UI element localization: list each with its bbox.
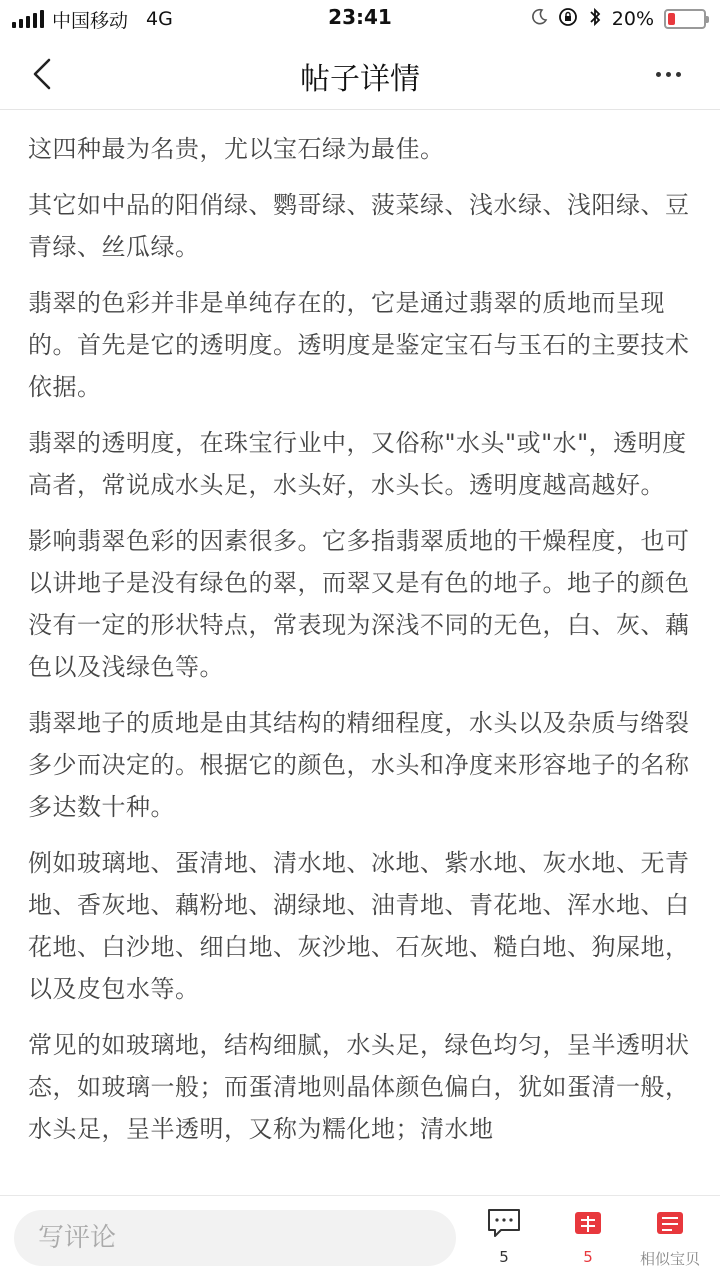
- like-icon: [570, 1208, 606, 1238]
- bottom-bar: [0, 1195, 720, 1280]
- comments-button[interactable]: [464, 1208, 544, 1266]
- post-paragraph: 常见的如玻璃地，结构细腻，水头足，绿色均匀，呈半透明状态，如玻璃一般；而蛋清地则晶体颜色偏白，犹如蛋清一般，水头足，呈半透明，又称为糯化地；清水地: [28, 1031, 690, 1143]
- post-content[interactable]: [28, 110, 692, 1195]
- post-paragraph: 翡翠的透明度，在珠宝行业中，又俗称"水头"或"水"，透明度高者，常说成水头足，水头好，水头长。透明度越高越好。: [28, 429, 687, 499]
- like-count: 5: [583, 1248, 593, 1266]
- bluetooth-icon: [588, 7, 602, 31]
- carrier-name: 中国移动: [52, 9, 129, 32]
- more-dots-icon: [656, 72, 661, 77]
- moon-icon: [530, 8, 548, 30]
- battery-percent: 20%: [611, 8, 654, 30]
- battery-fill: [668, 13, 675, 25]
- similar-items-icon: [652, 1208, 688, 1238]
- post-paragraph: 例如玻璃地、蛋清地、清水地、冰地、紫水地、灰水地、无青地、香灰地、藕粉地、湖绿地、油青地、青花地、浑水地、白花地、白沙地、细白地、灰沙地、石灰地、糙白地、狗屎地，以及皮包水等。: [28, 849, 690, 1003]
- comment-bubble-icon: [486, 1208, 522, 1238]
- battery-icon: [664, 9, 706, 29]
- more-options-button[interactable]: [646, 56, 690, 92]
- nav-bar: [0, 38, 720, 110]
- comment-input[interactable]: 写评论: [14, 1210, 456, 1266]
- status-bar-right: [530, 6, 706, 32]
- like-button[interactable]: [548, 1208, 628, 1266]
- post-paragraph: 翡翠地子的质地是由其结构的精细程度，水头以及杂质与绺裂多少而决定的。根据它的颜色，水头和净度来形容地子的名称多达数十种。: [28, 709, 690, 821]
- post-paragraph: 这四种最为名贵，尤以宝石绿为最佳。: [28, 135, 445, 163]
- similar-items-label: 相似宝贝: [639, 1250, 700, 1268]
- similar-items-button[interactable]: [630, 1208, 710, 1269]
- network-type: 4G: [146, 8, 173, 30]
- comment-count: 5: [499, 1248, 509, 1266]
- post-paragraph: 影响翡翠色彩的因素很多。它多指翡翠质地的干燥程度，也可以讲地子是没有绿色的翠，而翠又是有色的地子。地子的颜色没有一定的形状特点，常表现为深浅不同的无色，白、灰、藕色以及浅绿色等。: [28, 527, 690, 681]
- post-paragraph: 翡翠的色彩并非是单纯存在的，它是通过翡翠的质地而呈现的。首先是它的透明度。透明度是鉴定宝石与玉石的主要技术依据。: [28, 289, 690, 401]
- status-bar: [0, 0, 720, 38]
- page-title: 帖子详情: [300, 62, 420, 97]
- rotation-lock-icon: [558, 7, 578, 31]
- status-time: 23:41: [328, 5, 392, 29]
- post-paragraph: 其它如中品的阳俏绿、鹦哥绿、菠菜绿、浅水绿、浅阳绿、豆青绿、丝瓜绿。: [28, 191, 690, 261]
